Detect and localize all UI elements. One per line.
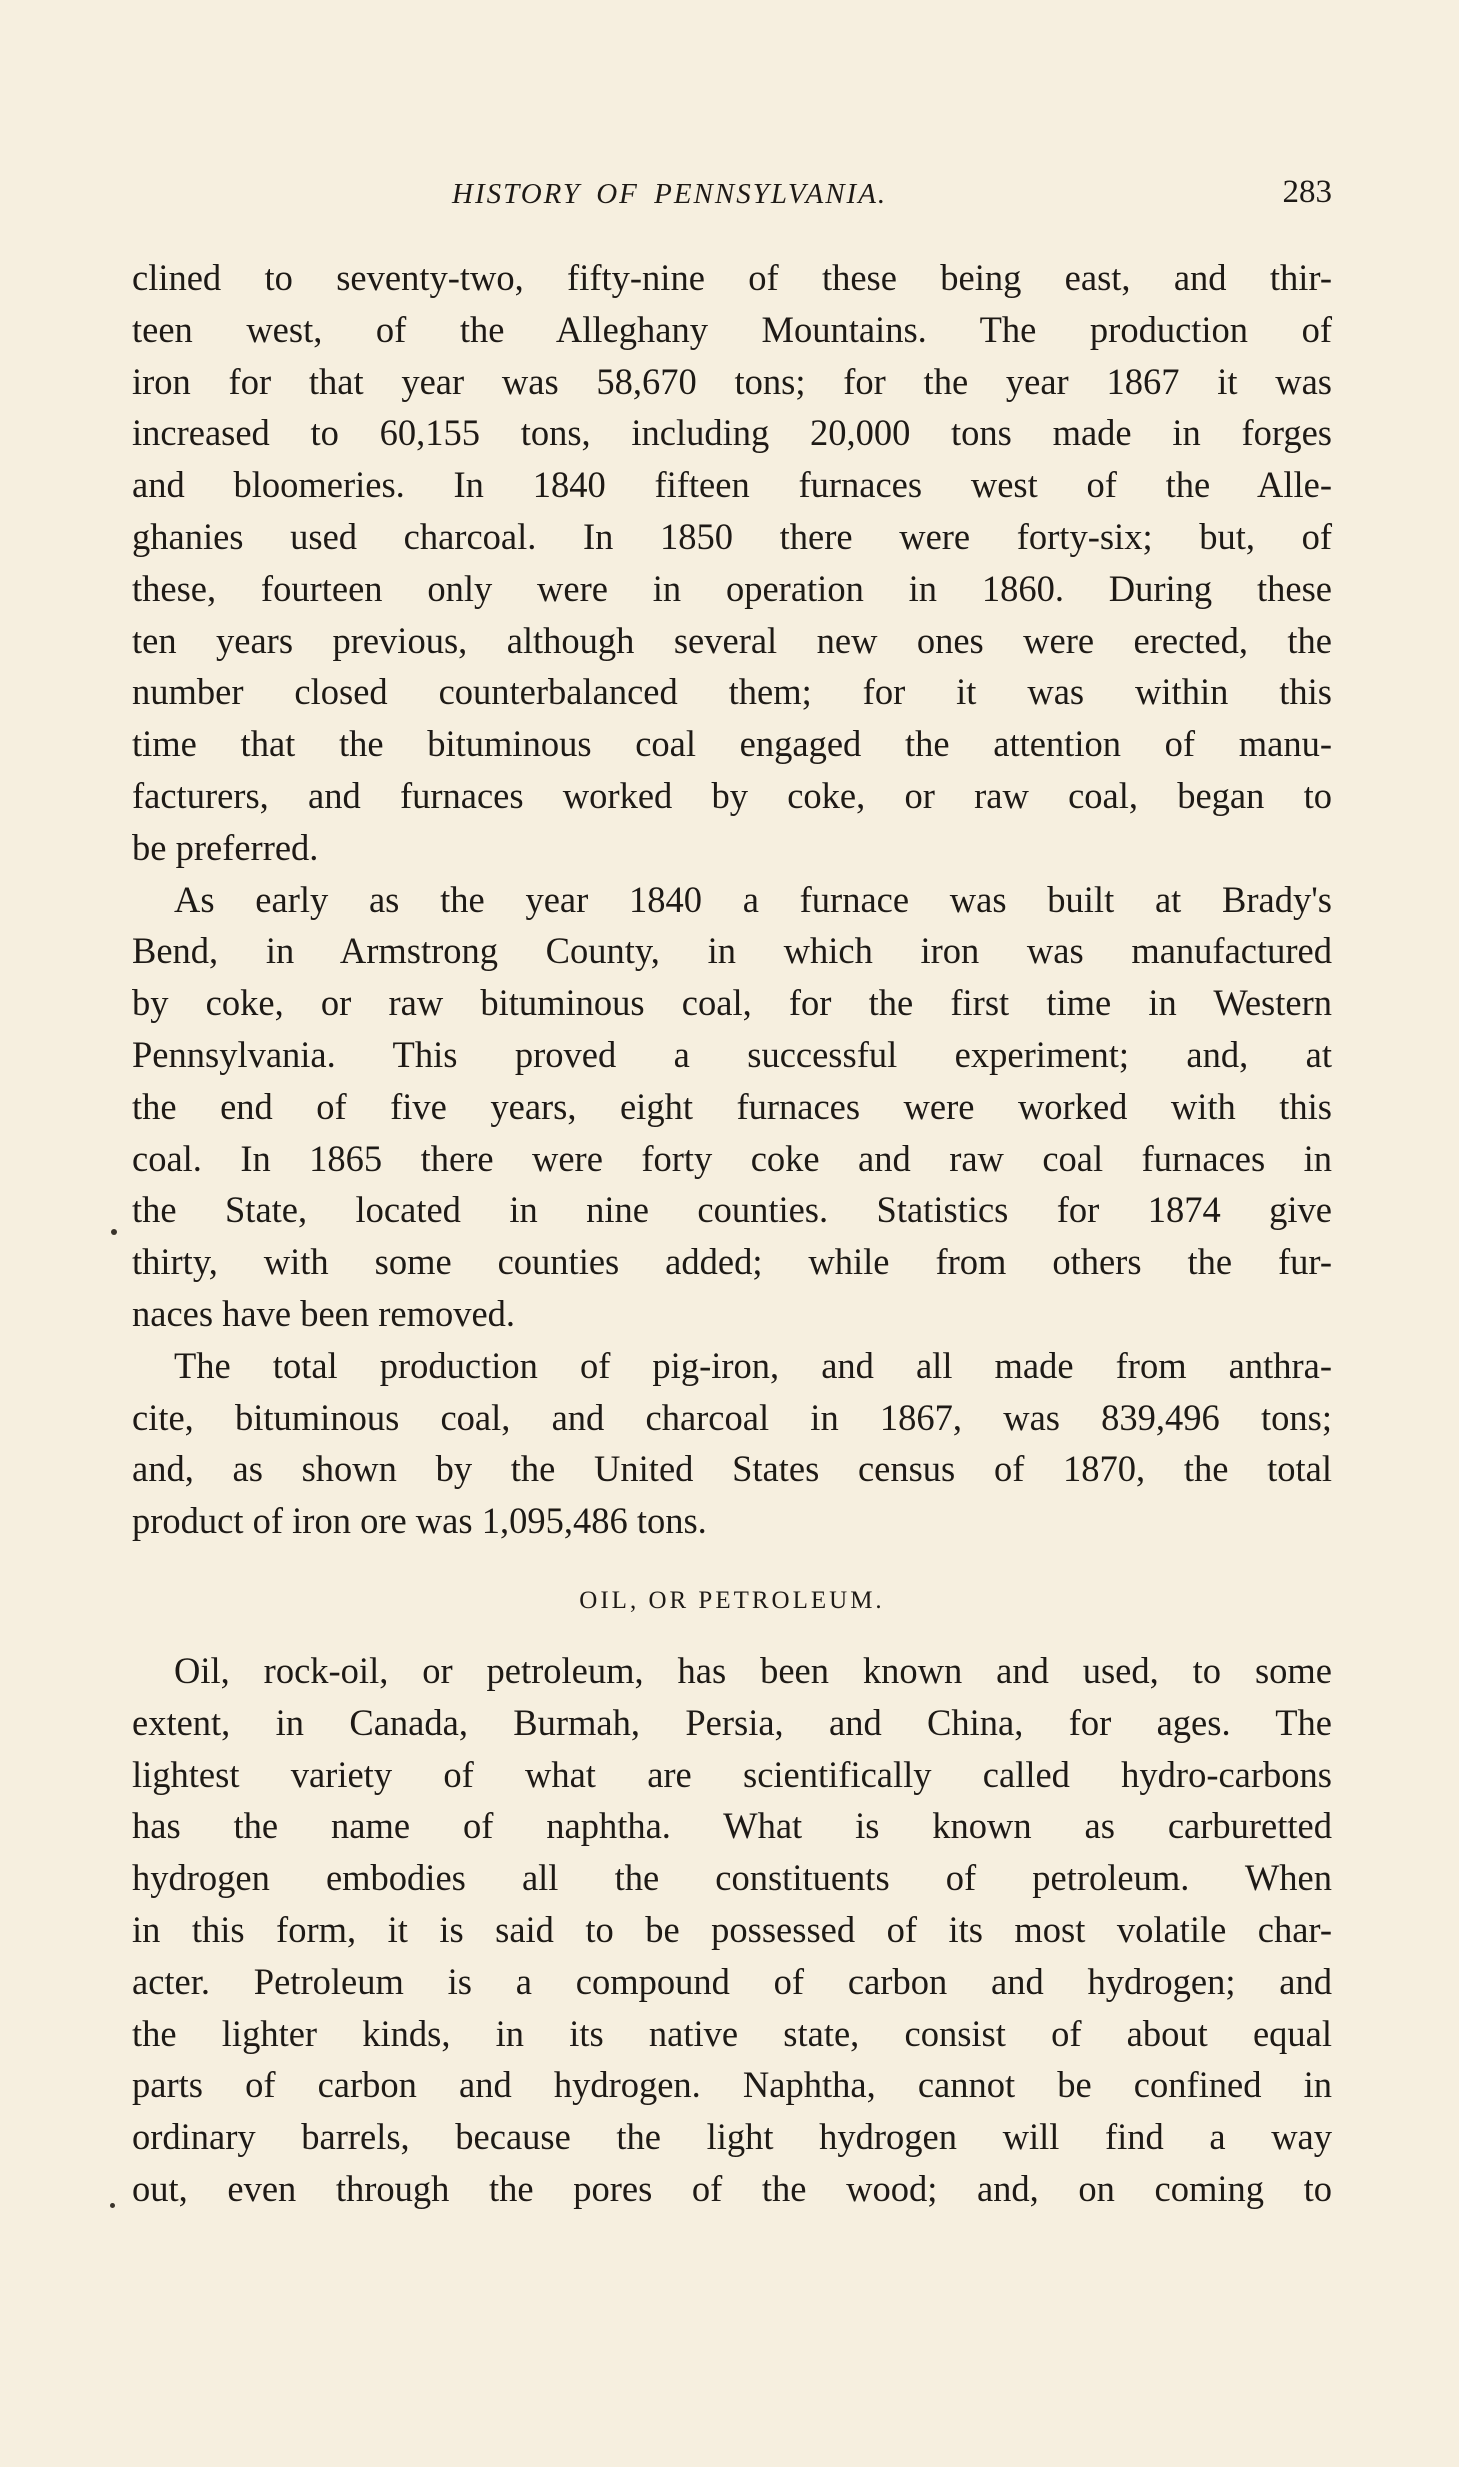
page-header [132,174,1332,228]
text-line: ghanies used charcoal. In 1850 there were forty-six; but, of [132,515,1332,557]
text-line: parts of carbon and hydrogen. Naphtha, cannot be confined in [132,2064,1332,2106]
text-line: The total production of pig-iron, and all made from anthra- [174,1344,1332,1386]
paragraph-iron-furnaces [132,252,1332,874]
text-line: facturers, and furnaces worked by coke, or raw coal, began to [132,774,1332,816]
text-line: As early as the year 1840 a furnace was built at Brady's [174,878,1332,920]
page-number: 283 [1282,174,1332,210]
running-title: HISTORY OF PENNSYLVANIA. [452,178,888,210]
text-line: increased to 60,155 tons, including 20,000 tons made in forges [132,412,1332,454]
text-line: be preferred. [132,826,319,868]
text-line: by coke, or raw bituminous coal, for the first time in Western [132,982,1332,1024]
text-line: Oil, rock-oil, or petroleum, has been known and used, to some [174,1649,1332,1691]
text-line: iron for that year was 58,670 tons; for the year 1867 it was [132,360,1332,402]
text-line: coal. In 1865 there were forty coke and raw coal furnaces in [132,1137,1332,1179]
text-line: hydrogen embodies all the constituents of petroleum. When [132,1857,1332,1899]
text-line: and bloomeries. In 1840 fifteen furnaces west of the Alle- [132,464,1332,506]
body-text [132,252,1332,2215]
text-line: these, fourteen only were in operation in 1860. During these [132,567,1332,609]
text-line: Bend, in Armstrong County, in which iron was manufactured [132,930,1332,972]
text-line: has the name of naphtha. What is known as carburetted [132,1805,1332,1847]
paragraph-petroleum [132,1645,1332,2215]
text-line: ten years previous, although several new ones were erected, the [132,619,1332,661]
text-line: Pennsylvania. This proved a successful experiment; and, at [132,1033,1332,1075]
text-line: cite, bituminous coal, and charcoal in 1867, was 839,496 tons; [132,1396,1332,1438]
text-line: in this form, it is said to be possessed of its most volatile char- [132,1908,1332,1950]
text-line: the State, located in nine counties. Statistics for 1874 give [132,1189,1332,1231]
text-line: the lighter kinds, in its native state, consist of about equal [132,2012,1332,2054]
text-line: ordinary barrels, because the light hydrogen will find a way [132,2116,1332,2158]
text-line: lightest variety of what are scientifically called hydro-carbons [132,1753,1332,1795]
section-heading: OIL, OR PETROLEUM. [579,1586,885,1614]
text-line: out, even through the pores of the wood; and, on coming to [132,2167,1332,2209]
ink-speck [111,1229,117,1235]
text-line: the end of five years, eight furnaces were worked with this [132,1085,1332,1127]
paragraph-bradys-bend [132,874,1332,1340]
paragraph-total-production [132,1340,1332,1547]
text-line: clined to seventy-two, fifty-nine of these being east, and thir- [132,257,1332,298]
ink-speck [110,2203,115,2208]
text-line: naces have been removed. [132,1292,516,1334]
text-line: time that the bituminous coal engaged the attention of manu- [132,723,1332,765]
text-line: thirty, with some counties added; while from others the fur- [132,1241,1332,1283]
text-line: extent, in Canada, Burmah, Persia, and China, for ages. The [132,1701,1332,1743]
text-line: and, as shown by the United States census of 1870, the total [132,1448,1332,1490]
text-line: teen west, of the Alleghany Mountains. The production of [132,308,1332,350]
text-line: product of iron ore was 1,095,486 tons. [132,1500,707,1542]
text-line: acter. Petroleum is a compound of carbon and hydrogen; and [132,1960,1332,2002]
text-line: number closed counterbalanced them; for it was within this [132,671,1332,713]
